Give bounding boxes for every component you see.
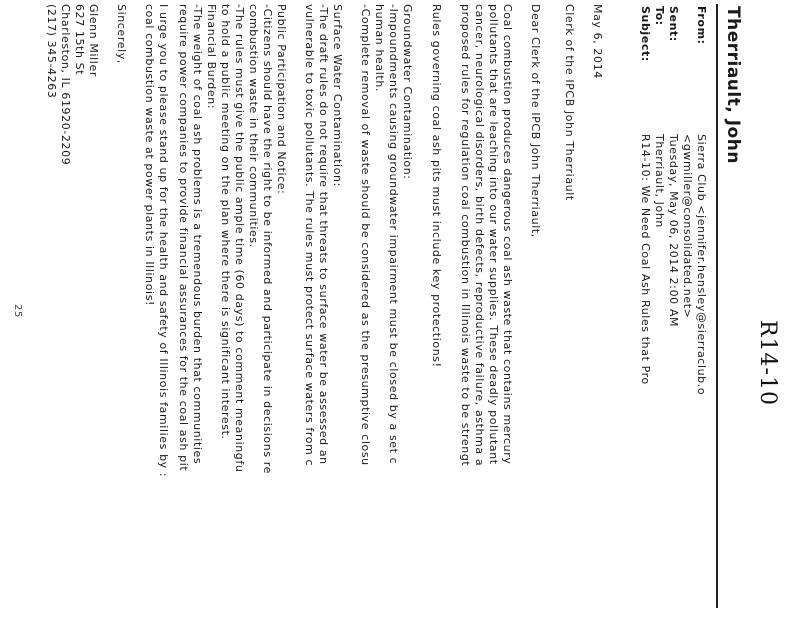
closing: [114, 4, 128, 624]
recipient-line: Clerk of the IPCB John Therriault: [563, 4, 576, 201]
text-line: -The rules must give the public ample time (60 days) to comment meaningfu: [233, 4, 246, 473]
text-line: require power companies to provide financial assurances for the coal ash pit: [177, 4, 190, 472]
text-line: combustion waste in their communities.: [247, 4, 260, 248]
text-line: -Citizens should have the right to be informed and participate in decisions re: [261, 4, 274, 474]
rules-line: [429, 4, 443, 624]
salutation: Dear Clerk of the IPCB John Therriault,: [529, 4, 542, 238]
text-line: -Complete removal of waste should be considered as the presumptive closu: [359, 4, 372, 466]
text-line: Rules governing coal ash pits must include key protections!: [430, 4, 443, 368]
section-heading: Financial Burden:: [205, 4, 218, 110]
header-row-subject: [638, 6, 652, 616]
section-heading: Public Participation and Notice:: [275, 4, 288, 195]
text-line: vulnerable to toxic pollutants. The rules must protect surface waters from c: [303, 4, 316, 467]
header-row-sent: [666, 6, 680, 616]
email-headers: [638, 6, 708, 616]
text-line: -The draft rules do not require that threats to surface water be assessed an: [317, 4, 330, 465]
text-line: coal combustion waste at power plants in Illinois!: [143, 4, 156, 307]
header-value: <gwmiller@consolidated.net>: [681, 134, 694, 319]
groundwater-section: [358, 4, 414, 624]
header-value: R14-10: We Need Coal Ash Rules that Pro: [639, 134, 652, 385]
signer-street: 627 15th St: [73, 4, 86, 76]
text-line: proposed rules for regulation coal combustion in Illinois waste to be strengt: [459, 4, 472, 467]
text-line: -Impoundments causing groundwater impairment must be closed by a set c: [387, 4, 400, 465]
letter-date: May 6, 2014: [591, 4, 604, 79]
signer-name: Glenn Miller: [87, 4, 100, 77]
signature-block: [44, 4, 100, 624]
header-row-to: [652, 6, 666, 616]
header-label: Sent:: [667, 6, 680, 42]
header-value: Tuesday, May 06, 2014 2:00 AM: [667, 134, 680, 328]
signer-city: Charleston, IL 61920-2209: [59, 4, 72, 166]
text-line: pollutants that are leaching into our water supplies. These deadly pollutant: [487, 4, 500, 465]
header-row-from: [694, 6, 708, 616]
surface-water-section: [302, 4, 344, 624]
header-label: [680, 6, 694, 134]
header-label: To:: [653, 6, 666, 26]
signer-phone: (217) 345-4263: [45, 4, 58, 99]
text-line: human health.: [373, 4, 386, 92]
financial-burden-section: [176, 4, 218, 624]
sign-off: Sincerely,: [115, 4, 128, 64]
page-number: 25: [12, 304, 23, 318]
section-heading: Surface Water Contamination:: [331, 4, 344, 187]
header-label: Subject:: [639, 6, 652, 62]
text-line: Coal combustion produces dangerous coal ash waste that contains mercury: [501, 4, 514, 465]
text-line: I urge you to please stand up for the health and safety of Illinois families by :: [157, 4, 170, 478]
header-value: Sierra Club <jennifer.hensley@sierraclub.o: [695, 134, 708, 396]
intro-paragraph: [458, 4, 514, 624]
text-line: -The weight of coal ash problems is a tremendous burden that communities: [191, 4, 204, 465]
section-heading: Groundwater Contamination:: [401, 4, 414, 180]
sender-name: Therriault, John: [723, 6, 743, 164]
public-participation-section: [218, 4, 288, 624]
header-divider: [716, 4, 718, 608]
header-row-from-cont: [680, 6, 694, 616]
header-label: From:: [695, 6, 708, 45]
docket-stamp: R14-10: [755, 320, 780, 406]
closing-appeal: [142, 4, 170, 624]
text-line: cancer, neurological disorders, birth defects, reproductive failure, asthma a: [473, 4, 486, 467]
header-value: Therriault, John: [653, 134, 666, 228]
text-line: to hold a public meeting on the plan where there is significant interest.: [219, 4, 232, 440]
